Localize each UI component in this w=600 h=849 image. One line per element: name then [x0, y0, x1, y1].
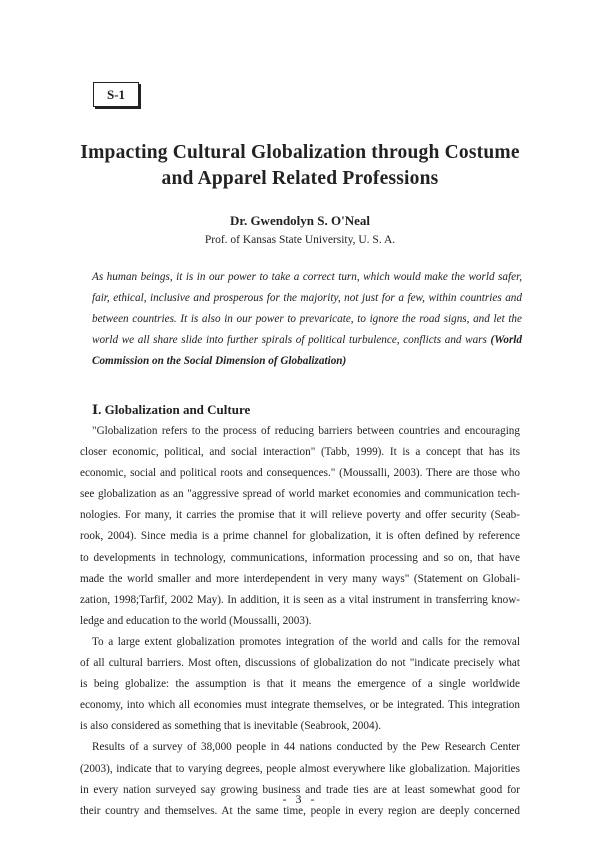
paragraph-line: economy, into which all economies must integrate themselves, or be integrated. This integration: [80, 699, 520, 712]
epigraph-line: between countries. It is also in our power to prevaricate, to ignore the road signs, and let the: [92, 313, 522, 325]
paragraph-line: of all cultural barriers. Most often, discussions of globalization do not "indicate precisely what: [80, 657, 520, 670]
epigraph: [92, 267, 522, 372]
paragraph-line: closer economic, political, and social interaction" (Tabb, 1999). It is a concept that has its: [80, 446, 520, 459]
section-heading: Ⅰ. Globalization and Culture: [92, 402, 251, 417]
paragraph-line: see globalization as an "aggressive spread of world market economies and communication tech-: [80, 488, 520, 501]
epigraph-line: As human beings, it is in our power to take a correct turn, which would make the world safer,: [92, 271, 522, 283]
epigraph-line: fair, ethical, inclusive and prosperous for the majority, not just for a few, within countries and: [92, 292, 522, 304]
epigraph-source-start: (World: [490, 334, 523, 346]
paragraph-line: made the world smaller and more interdependent in very many ways" (Statement on Globali-: [80, 572, 520, 585]
author-affiliation: Prof. of Kansas State University, U. S. A.: [204, 234, 396, 246]
epigraph-line: world we all share slide into further spirals of political turbulence, conflicts and wars: [92, 334, 487, 346]
paragraph-line: nologies. For many, it carries the promise that it will relieve poverty and offer security (Seab-: [80, 509, 520, 522]
page-number: - 3 -: [282, 792, 318, 806]
author-name: Dr. Gwendolyn S. O'Neal: [229, 213, 370, 228]
paragraph-line: ledge and education to the world (Moussalli, 2003).: [80, 614, 312, 627]
paper-title: [40, 140, 560, 192]
body-text: [80, 421, 520, 822]
paragraph-line: their country and themselves. At the same time, people in every region are deeply concerned: [80, 804, 520, 817]
paragraph-line: Results of a survey of 38,000 people in 44 nations conducted by the Pew Research Center: [92, 741, 520, 754]
paragraph-line: is being globalize: the assumption is that it means the emergence of a single worldwide: [80, 678, 520, 691]
paragraph-line: "Globalization refers to the process of reducing barriers between countries and encouraging: [92, 425, 520, 437]
title-line-1: Impacting Cultural Globalization through Costume: [80, 142, 520, 163]
paragraph-line: to developments in technology, communications, information processing and so on, that have: [80, 551, 520, 564]
paragraph-line: is also considered as something that is inevitable (Seabrook, 2004).: [80, 720, 382, 733]
paragraph-line: To a large extent globalization promotes integration of the world and calls for the removal: [92, 635, 520, 648]
paragraph-line: economic, social and political roots and consequences." (Moussalli, 2003). There are those who: [80, 467, 520, 480]
section-label: S-1: [93, 82, 139, 107]
title-line-2: and Apparel Related Professions: [161, 168, 439, 189]
paragraph-line: zation, 1998;Tarfif, 2002 May). In addition, it is seen as a vital instrument in transferring know-: [80, 593, 520, 606]
paragraph-line: in every nation surveyed say growing business and trade ties are at least somewhat good for: [80, 783, 520, 796]
paragraph-line: rook, 2004). Since media is a prime channel for globalization, it is often defined by reference: [80, 530, 520, 543]
paragraph-line: (2003), indicate that to varying degrees, people almost everywhere like globalization. Majorities: [80, 762, 520, 775]
epigraph-line-with-source: [92, 330, 522, 351]
epigraph-source: Commission on the Social Dimension of Globalization): [92, 355, 347, 367]
